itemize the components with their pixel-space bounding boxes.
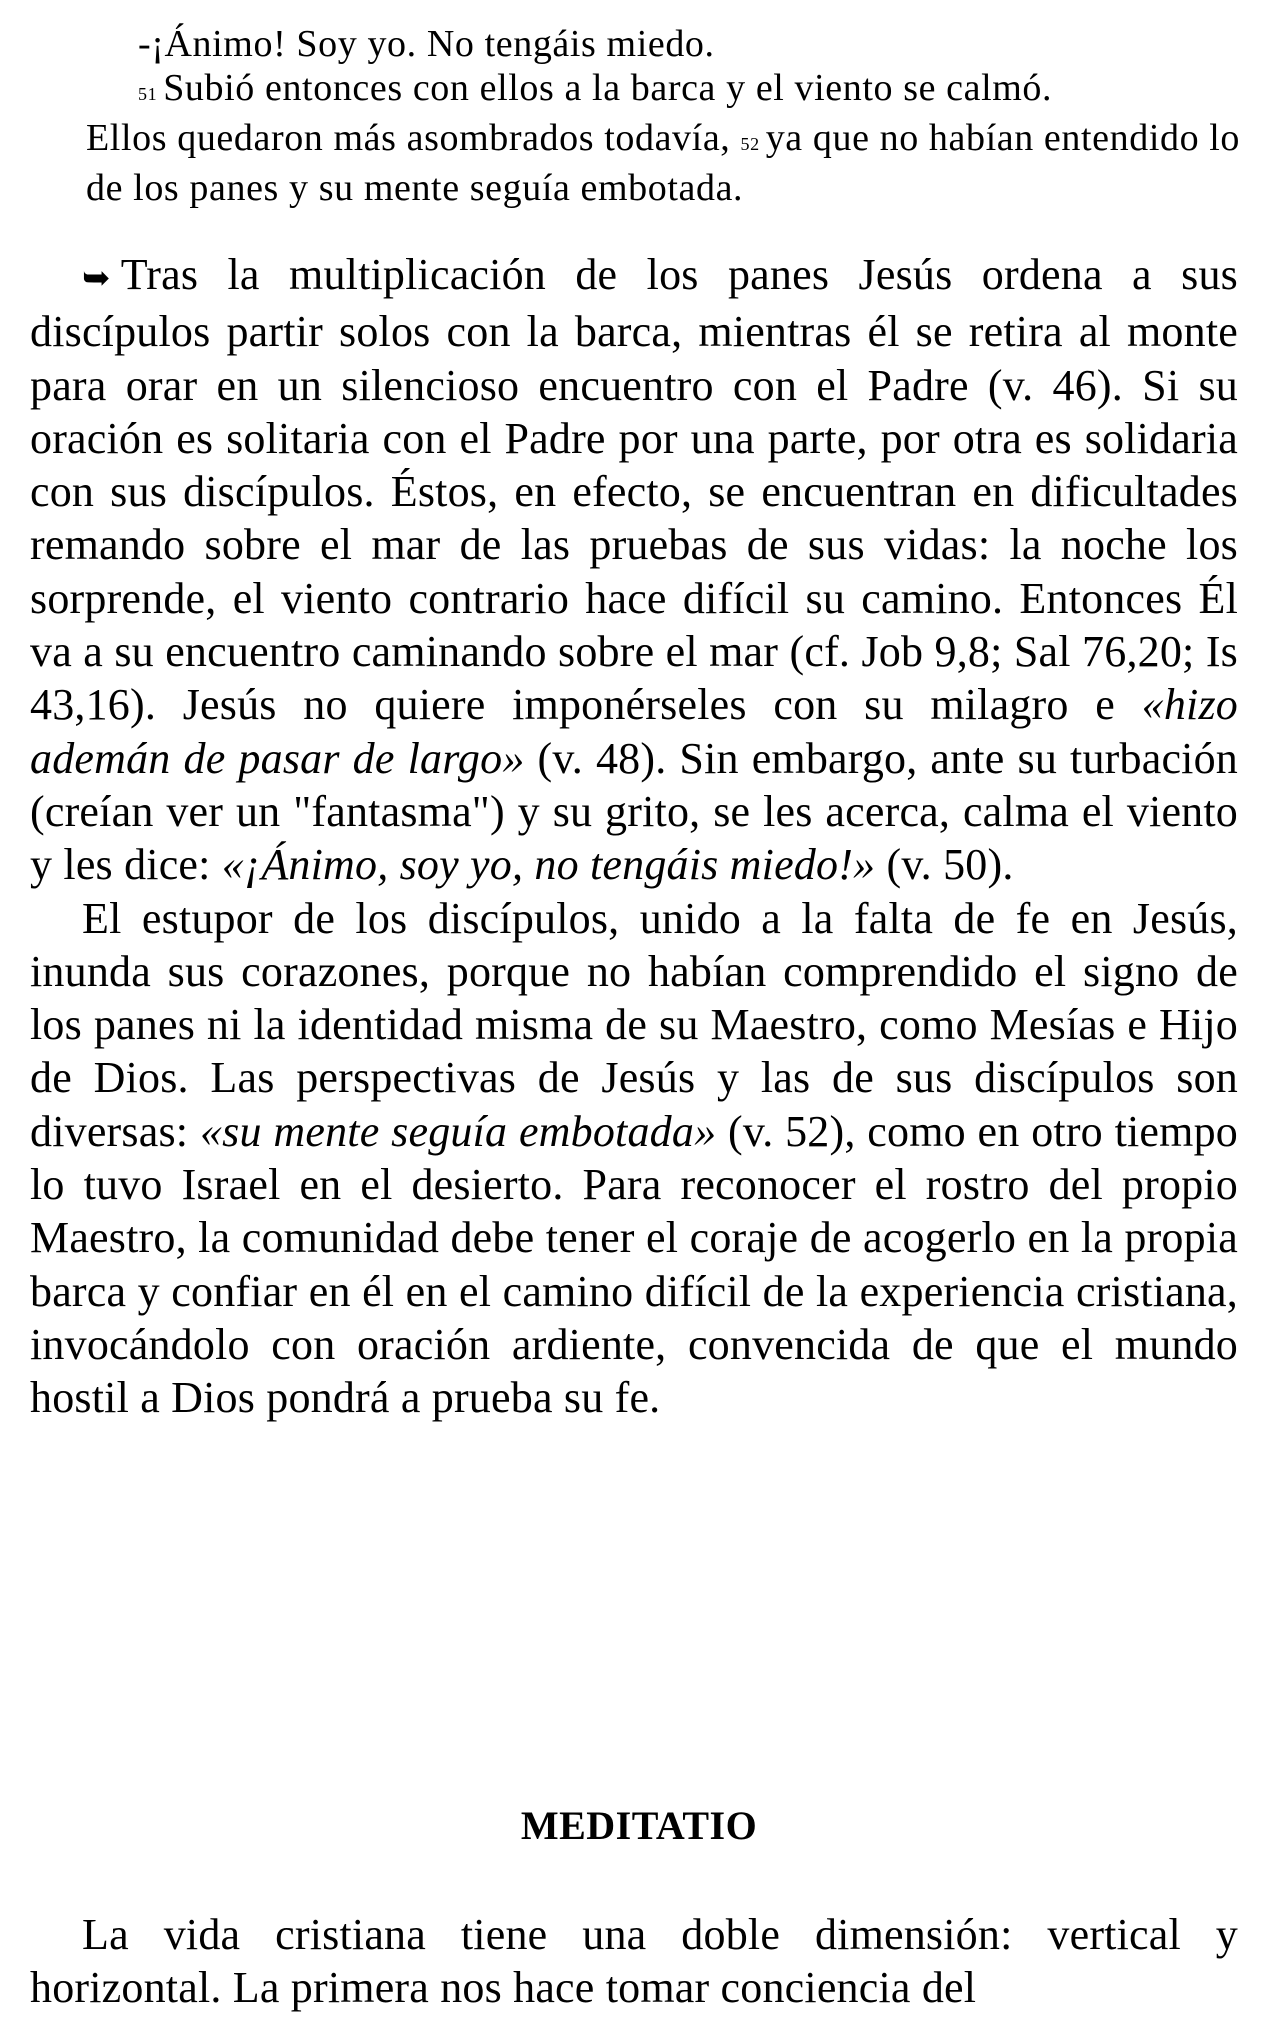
gospel-quote xyxy=(86,22,1246,210)
commentary-p1-text-c: (v. 50). xyxy=(886,840,1014,890)
commentary xyxy=(30,248,1238,1425)
commentary-p2-text-a: El estupor de los discípulos, unido a la falta de fe en Jesús, inunda sus corazones, porque no habían comprendido el signo de los panes ni la identidad misma de su Maestro, como Mesías e Hijo de Dios. Las perspectivas de Jesús y las de sus discípulos son diversas: xyxy=(30,893,1238,1156)
commentary-p2-text-b: (v. 52), como en otro tiempo lo tuvo Israel en el desierto. Para reconocer el rostro del propio Maestro, la comunidad debe tener el coraje de acogerlo en la propia barca y confiar en él en el camino difícil de la experiencia cristiana, invocándolo con oración ardiente, convencida de que el mundo hostil a Dios pondrá a prueba su fe. xyxy=(30,1106,1238,1423)
quote-line-3-cont: ya que no habían entendido lo de los panes y su mente seguía embotada. xyxy=(86,117,1241,209)
commentary-p2-quote: «su mente seguía embotada» xyxy=(199,1106,717,1156)
quote-line-3-text: Ellos quedaron más asombrados todavía, xyxy=(86,117,731,159)
quote-line-1: -¡Ánimo! Soy yo. No tengáis miedo. xyxy=(138,23,715,65)
arrow-icon: ➥ xyxy=(82,258,111,298)
section-heading: MEDITATIO xyxy=(520,1803,758,1848)
commentary-p1-text-b: (v. 48). Sin embargo, ante su turbación (creían ver un "fantasma") y su grito, se les acerca, calma el viento y les dice: xyxy=(30,733,1239,890)
quote-line-2-text: Subió entonces con ellos a la barca y el viento se calmó. xyxy=(163,67,1053,109)
meditatio-body xyxy=(30,1908,1238,2014)
commentary-paragraph-1 xyxy=(30,248,1238,892)
quote-line-2 xyxy=(86,66,1246,116)
verse-number-51: 51 xyxy=(138,84,158,104)
commentary-paragraph-2 xyxy=(30,892,1238,1425)
meditatio-paragraph-1: La vida cristiana tiene una doble dimensión: vertical y horizontal. La primera nos hace tomar conciencia del xyxy=(30,1910,1238,2012)
verse-number-52: 52 xyxy=(740,134,760,154)
quote-line-3 xyxy=(86,116,1246,210)
commentary-p1-quote-2: «¡Ánimo, soy yo, no tengáis miedo!» xyxy=(221,840,876,890)
commentary-p1-quote-1: «hizo ademán de pasar de largo» xyxy=(30,680,1238,783)
commentary-p1-text-a: Tras la multiplicación de los panes Jesús ordena a sus discípulos partir solos con la barca, mientras él se retira al monte para orar en un silencioso encuentro con el Padre (v. 46). Si su oración es solitaria con el Padre por una parte, por otra es solidaria con sus discípulos. Éstos, en efecto, se encuentran en dificultades remando sobre el mar de las pruebas de sus vidas: la noche los sorprende, el viento contrario hace difícil su camino. Entonces Él va a su encuentro caminando sobre el mar (cf. Job 9,8; Sal 76,20; Is 43,16). Jesús no quiere imponérseles con su milagro e xyxy=(30,250,1238,730)
